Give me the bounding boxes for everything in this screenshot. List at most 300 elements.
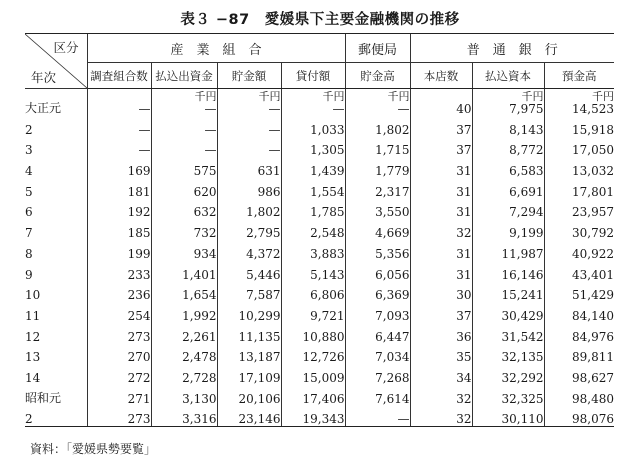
cell-value: 15,241 — [501, 288, 544, 303]
value-cell — [472, 157, 544, 178]
value-cell — [217, 323, 281, 344]
value-cell — [410, 302, 472, 323]
cell-value: 98,480 — [572, 391, 615, 406]
value-cell — [281, 219, 345, 240]
value-cell — [217, 157, 281, 178]
value-cell — [544, 282, 614, 303]
value-cell — [217, 364, 281, 385]
cell-value: — — [268, 143, 281, 158]
cell-value: 2,548 — [310, 226, 345, 241]
unit-label: 千円 — [258, 90, 281, 103]
cell-value: 13,032 — [572, 164, 615, 179]
value-cell — [472, 364, 544, 385]
cell-value: 40,922 — [572, 246, 615, 261]
value-cell — [410, 199, 472, 220]
value-cell — [544, 219, 614, 240]
value-cell — [472, 385, 544, 406]
cell-value: 35 — [456, 350, 472, 365]
value-cell — [472, 406, 544, 427]
unit-label: 千円 — [322, 90, 345, 103]
cell-value: 7,294 — [509, 205, 544, 220]
value-cell — [345, 219, 410, 240]
cell-value: 30,110 — [501, 412, 544, 427]
value-cell — [87, 116, 151, 137]
value-cell — [151, 302, 217, 323]
value-cell — [472, 199, 544, 220]
cell-value: 17,801 — [572, 184, 615, 199]
value-cell — [345, 116, 410, 137]
cell-value: 4,669 — [375, 226, 410, 241]
value-cell — [544, 344, 614, 365]
cell-value: 5,446 — [246, 267, 281, 282]
cell-value: 6,583 — [509, 164, 544, 179]
cell-value: 732 — [193, 226, 217, 241]
value-cell — [217, 302, 281, 323]
value-cell — [281, 157, 345, 178]
cell-value: 3,550 — [375, 205, 410, 220]
cell-value: 1,439 — [310, 164, 345, 179]
table-row — [25, 261, 614, 282]
cell-value: 6,806 — [310, 288, 345, 303]
source-note: 資料：「愛媛県勢要覧」 — [30, 442, 157, 456]
value-cell — [345, 385, 410, 406]
value-cell — [281, 137, 345, 158]
column-header: 本店数 — [410, 63, 472, 89]
unit-label: 千円 — [194, 90, 217, 103]
table-row — [25, 344, 614, 365]
cell-value: 31 — [456, 184, 472, 199]
value-cell — [281, 240, 345, 261]
value-cell — [217, 219, 281, 240]
value-cell — [345, 364, 410, 385]
value-cell — [281, 282, 345, 303]
cell-value: 19,343 — [302, 412, 345, 427]
year-cell: 大正元 — [25, 101, 62, 115]
value-cell — [345, 199, 410, 220]
value-cell — [544, 199, 614, 220]
cell-value: 620 — [193, 184, 217, 199]
value-cell — [544, 364, 614, 385]
cell-value: 1,992 — [182, 308, 217, 323]
cell-value: 23,957 — [572, 205, 615, 220]
cell-value: 1,785 — [310, 205, 345, 220]
cell-value: 2,317 — [375, 184, 410, 199]
cell-value: 37 — [456, 308, 472, 323]
unit-label: 千円 — [592, 90, 615, 103]
cell-value: 3,316 — [182, 412, 217, 427]
cell-value: 37 — [456, 122, 472, 137]
corner-label-year: 年次 — [31, 70, 57, 85]
table-row — [25, 406, 614, 427]
value-cell — [87, 282, 151, 303]
cell-value: 30,792 — [572, 226, 615, 241]
value-cell — [151, 199, 217, 220]
value-cell — [87, 178, 151, 199]
value-cell — [410, 282, 472, 303]
cell-value: 51,429 — [572, 288, 615, 303]
group-header-futsu-ginko: 普 通 銀 行 — [410, 34, 614, 63]
value-cell — [281, 323, 345, 344]
cell-value: 16,146 — [501, 267, 544, 282]
value-cell — [345, 302, 410, 323]
year-cell: 3 — [25, 143, 33, 158]
year-cell: 9 — [25, 267, 33, 282]
cell-value: 6,369 — [375, 288, 410, 303]
value-cell — [345, 282, 410, 303]
cell-value: 34 — [456, 370, 472, 385]
cell-value: 2,261 — [182, 329, 217, 344]
value-cell — [281, 116, 345, 137]
column-header: 払込資本 — [472, 63, 544, 89]
cell-value: 32,292 — [501, 370, 544, 385]
value-cell — [217, 240, 281, 261]
cell-value: 7,614 — [375, 391, 410, 406]
cell-value: 1,401 — [182, 267, 217, 282]
value-cell — [87, 364, 151, 385]
year-cell: 5 — [25, 184, 33, 199]
value-cell — [151, 406, 217, 427]
financial-institutions-table — [25, 33, 614, 427]
value-cell — [87, 406, 151, 427]
value-cell — [87, 137, 151, 158]
value-cell — [345, 157, 410, 178]
cell-value: 31 — [456, 205, 472, 220]
cell-value: 30,429 — [501, 308, 544, 323]
cell-value: 9,199 — [509, 226, 544, 241]
corner-header — [25, 34, 87, 89]
value-cell — [151, 323, 217, 344]
table-row — [25, 116, 614, 137]
value-cell — [151, 219, 217, 240]
cell-value: 13,187 — [238, 350, 281, 365]
cell-value: 1,654 — [182, 288, 217, 303]
value-cell — [410, 364, 472, 385]
cell-value: 181 — [127, 184, 151, 199]
value-cell — [345, 137, 410, 158]
value-cell — [151, 178, 217, 199]
table-row — [25, 157, 614, 178]
cell-value: 7,034 — [375, 350, 410, 365]
cell-value: 89,811 — [572, 350, 615, 365]
value-cell — [281, 344, 345, 365]
year-cell: 10 — [25, 288, 41, 303]
value-cell — [217, 385, 281, 406]
value-cell — [87, 261, 151, 282]
value-cell — [472, 323, 544, 344]
cell-value: 5,356 — [375, 246, 410, 261]
value-cell — [544, 137, 614, 158]
cell-value: 236 — [127, 288, 151, 303]
value-cell — [410, 219, 472, 240]
value-cell — [281, 178, 345, 199]
value-cell — [472, 178, 544, 199]
cell-value: 40 — [456, 102, 472, 116]
cell-value: 986 — [257, 184, 281, 199]
value-cell — [151, 344, 217, 365]
value-cell — [544, 157, 614, 178]
value-cell — [217, 344, 281, 365]
table-row — [25, 323, 614, 344]
cell-value: 1,802 — [246, 205, 281, 220]
cell-value: 32,135 — [501, 350, 544, 365]
value-cell — [151, 240, 217, 261]
cell-value: — — [397, 412, 410, 427]
cell-value: 10,880 — [302, 329, 345, 344]
cell-value: — — [138, 143, 151, 158]
table-row — [25, 282, 614, 303]
year-cell: 2 — [25, 406, 87, 427]
cell-value: 84,140 — [572, 308, 615, 323]
cell-value: 31 — [456, 164, 472, 179]
cell-value: — — [138, 102, 151, 116]
value-cell — [472, 240, 544, 261]
value-cell — [281, 89, 345, 117]
value-cell — [345, 178, 410, 199]
value-cell — [410, 323, 472, 344]
cell-value: — — [204, 102, 217, 116]
value-cell — [472, 282, 544, 303]
cell-value: 84,976 — [572, 329, 615, 344]
value-cell — [217, 89, 281, 117]
table-body — [25, 89, 614, 427]
group-header-sangyo-kumiai: 産 業 組 合 — [87, 34, 345, 63]
cell-value: 233 — [127, 267, 151, 282]
value-cell — [544, 89, 614, 117]
value-cell — [410, 261, 472, 282]
cell-value: 14,523 — [572, 102, 615, 116]
value-cell — [472, 302, 544, 323]
table-row — [25, 137, 614, 158]
column-header: 預金高 — [544, 63, 614, 89]
value-cell — [281, 364, 345, 385]
cell-value: 17,050 — [572, 143, 615, 158]
value-cell — [544, 178, 614, 199]
table-row — [25, 385, 614, 406]
value-cell — [151, 157, 217, 178]
value-cell — [87, 240, 151, 261]
value-cell — [281, 261, 345, 282]
cell-value: 31,542 — [501, 329, 544, 344]
value-cell — [151, 364, 217, 385]
group-header-yubinkyoku: 郵便局 — [345, 34, 410, 63]
value-cell — [544, 240, 614, 261]
cell-value: — — [204, 122, 217, 137]
value-cell — [410, 116, 472, 137]
value-cell — [345, 240, 410, 261]
value-cell — [345, 323, 410, 344]
cell-value: 2,795 — [246, 226, 281, 241]
value-cell — [217, 178, 281, 199]
cell-value: 7,093 — [375, 308, 410, 323]
value-cell — [345, 344, 410, 365]
cell-value: 11,987 — [501, 246, 544, 261]
value-cell — [345, 89, 410, 117]
unit-label: 千円 — [521, 90, 544, 103]
cell-value: 15,918 — [572, 122, 615, 137]
cell-value: 192 — [127, 205, 151, 220]
cell-value: — — [204, 143, 217, 158]
value-cell — [410, 178, 472, 199]
column-header: 払込出資金 — [151, 63, 217, 89]
year-cell: 11 — [25, 308, 41, 323]
value-cell — [87, 385, 151, 406]
cell-value: 36 — [456, 329, 472, 344]
value-cell — [544, 406, 614, 427]
table-row — [25, 364, 614, 385]
year-cell: 2 — [25, 122, 33, 137]
cell-value: 6,691 — [509, 184, 544, 199]
cell-value: 6,056 — [375, 267, 410, 282]
cell-value: — — [268, 122, 281, 137]
value-cell — [472, 344, 544, 365]
value-cell — [87, 302, 151, 323]
value-cell — [217, 261, 281, 282]
cell-value: 11,135 — [238, 329, 281, 344]
value-cell — [151, 116, 217, 137]
cell-value: 273 — [127, 412, 151, 427]
cell-value: 2,728 — [182, 370, 217, 385]
table-row — [25, 89, 614, 117]
cell-value: 273 — [127, 329, 151, 344]
value-cell — [87, 219, 151, 240]
value-cell — [87, 199, 151, 220]
cell-value: 20,106 — [238, 391, 281, 406]
value-cell — [472, 89, 544, 117]
cell-value: 185 — [127, 226, 151, 241]
value-cell — [472, 137, 544, 158]
table-row — [25, 219, 614, 240]
cell-value: 6,447 — [375, 329, 410, 344]
value-cell — [544, 323, 614, 344]
value-cell — [217, 137, 281, 158]
cell-value: 37 — [456, 143, 472, 158]
column-header: 貯金高 — [345, 63, 410, 89]
cell-value: 98,627 — [572, 370, 615, 385]
cell-value: 30 — [456, 288, 472, 303]
table-row — [25, 199, 614, 220]
column-header: 貯金額 — [217, 63, 281, 89]
cell-value: 254 — [127, 308, 151, 323]
cell-value: 1,033 — [310, 122, 345, 137]
cell-value: 98,076 — [572, 412, 615, 427]
year-cell: 4 — [25, 164, 33, 179]
value-cell — [217, 406, 281, 427]
cell-value: 575 — [193, 164, 217, 179]
table-row — [25, 178, 614, 199]
value-cell — [472, 116, 544, 137]
cell-value: 7,268 — [375, 370, 410, 385]
cell-value: — — [332, 102, 345, 116]
cell-value: 32 — [456, 412, 472, 427]
value-cell — [151, 385, 217, 406]
value-cell — [151, 282, 217, 303]
cell-value: 31 — [456, 246, 472, 261]
value-cell — [87, 89, 151, 117]
cell-value: 5,143 — [310, 267, 345, 282]
unit-label: 千円 — [387, 90, 410, 103]
year-cell: 8 — [25, 246, 33, 261]
cell-value: 32 — [456, 226, 472, 241]
value-cell — [281, 406, 345, 427]
cell-value: 169 — [127, 164, 151, 179]
cell-value: 632 — [193, 205, 217, 220]
value-cell — [544, 261, 614, 282]
cell-value: 17,406 — [302, 391, 345, 406]
value-cell — [151, 261, 217, 282]
cell-value: — — [138, 122, 151, 137]
value-cell — [544, 385, 614, 406]
cell-value: 934 — [193, 246, 217, 261]
value-cell — [410, 89, 472, 117]
year-cell: 14 — [25, 370, 41, 385]
cell-value: 12,726 — [302, 350, 345, 365]
column-header: 調査組合数 — [87, 63, 151, 89]
cell-value: — — [268, 102, 281, 116]
cell-value: — — [397, 102, 410, 116]
value-cell — [472, 219, 544, 240]
table-title: 表３ −87 愛媛県下主要金融機関の推移 — [180, 12, 460, 28]
value-cell — [87, 157, 151, 178]
value-cell — [281, 199, 345, 220]
value-cell — [345, 406, 410, 427]
cell-value: 43,401 — [572, 267, 615, 282]
value-cell — [410, 385, 472, 406]
cell-value: 17,109 — [238, 370, 281, 385]
cell-value: 3,883 — [310, 246, 345, 261]
value-cell — [410, 406, 472, 427]
table-row — [25, 240, 614, 261]
cell-value: 15,009 — [302, 370, 345, 385]
table-row — [25, 302, 614, 323]
year-cell: 昭和元 — [25, 390, 62, 405]
cell-value: 8,772 — [509, 143, 544, 158]
cell-value: 1,715 — [375, 143, 410, 158]
cell-value: 199 — [127, 246, 151, 261]
cell-value: 23,146 — [238, 412, 281, 427]
cell-value: 2,478 — [182, 350, 217, 365]
cell-value: 270 — [127, 350, 151, 365]
value-cell — [410, 157, 472, 178]
cell-value: 3,130 — [182, 391, 217, 406]
value-cell — [472, 261, 544, 282]
value-cell — [410, 137, 472, 158]
cell-value: 9,721 — [310, 308, 345, 323]
cell-value: 31 — [456, 267, 472, 282]
column-header: 貸付額 — [281, 63, 345, 89]
cell-value: 7,975 — [509, 102, 544, 116]
value-cell — [544, 116, 614, 137]
cell-value: 8,143 — [509, 122, 544, 137]
year-cell: 6 — [25, 205, 33, 220]
year-cell: 7 — [25, 226, 33, 241]
value-cell — [217, 282, 281, 303]
cell-value: 1,305 — [310, 143, 345, 158]
cell-value: 1,554 — [310, 184, 345, 199]
cell-value: 10,299 — [238, 308, 281, 323]
cell-value: 7,587 — [246, 288, 281, 303]
cell-value: 271 — [127, 391, 151, 406]
value-cell — [281, 385, 345, 406]
year-cell: 13 — [25, 350, 41, 365]
value-cell — [281, 302, 345, 323]
value-cell — [217, 199, 281, 220]
corner-label-category: 区分 — [53, 40, 79, 55]
cell-value: 32,325 — [501, 391, 544, 406]
value-cell — [345, 261, 410, 282]
cell-value: 4,372 — [246, 246, 281, 261]
value-cell — [151, 89, 217, 117]
cell-value: 1,802 — [375, 122, 410, 137]
